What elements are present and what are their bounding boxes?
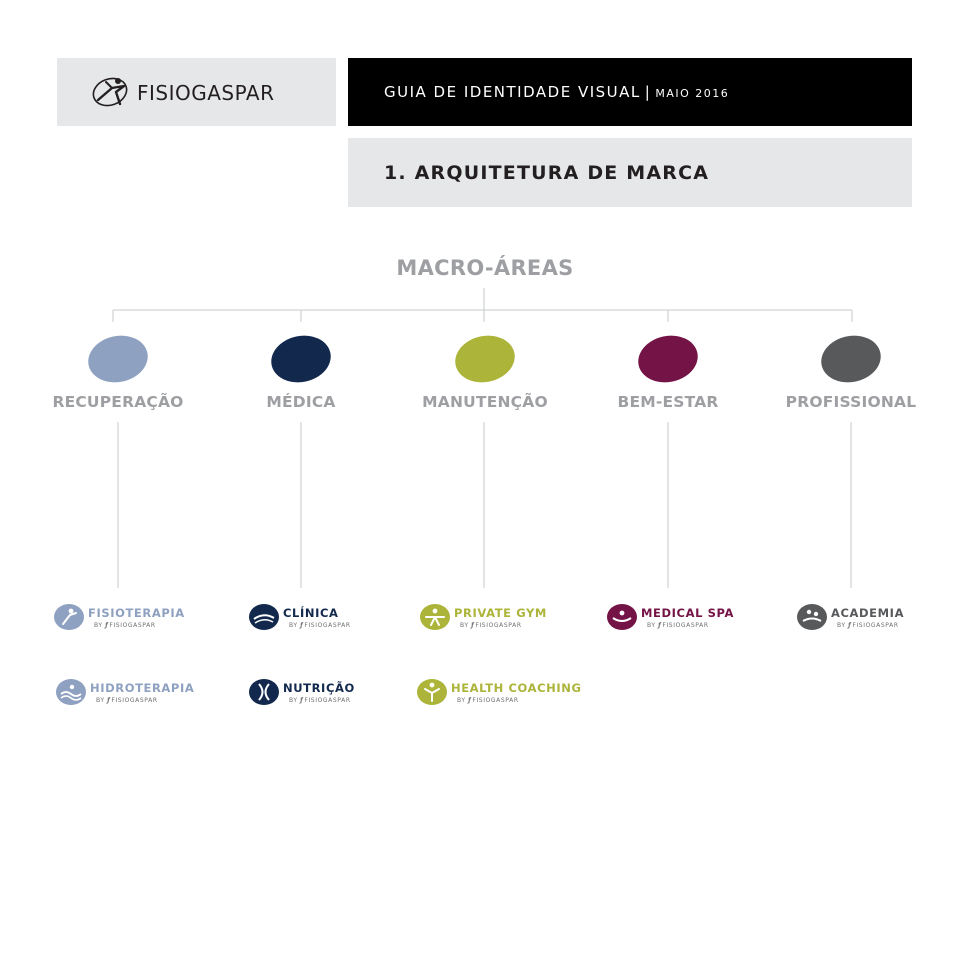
coaching-icon bbox=[417, 679, 447, 705]
byline-by: BY bbox=[647, 622, 656, 629]
sub-brand-logo bbox=[249, 604, 439, 634]
section-title: 1. ARQUITETURA DE MARCA bbox=[384, 162, 710, 184]
area-ellipse-0 bbox=[84, 330, 152, 387]
sub-brand-byline bbox=[837, 622, 899, 629]
sub-brand-byline bbox=[460, 622, 522, 629]
sub-brand-logo bbox=[54, 604, 244, 634]
byline-brand: FISIOGASPAR bbox=[304, 622, 351, 629]
sub-brand-logo bbox=[420, 604, 610, 634]
sub-brand-name: ACADEMIA bbox=[831, 606, 905, 620]
area-ellipse-2 bbox=[451, 330, 519, 387]
spa-icon bbox=[607, 604, 637, 630]
sub-brand-name: CLÍNICA bbox=[283, 606, 339, 620]
byline-brand: FISIOGASPAR bbox=[662, 622, 709, 629]
byline-by: BY bbox=[457, 697, 466, 704]
byline-brand: FISIOGASPAR bbox=[852, 622, 899, 629]
hydro-icon bbox=[56, 679, 86, 705]
area-ellipse-3 bbox=[634, 330, 702, 387]
area-label: MÉDICA bbox=[266, 393, 336, 411]
sub-brand-logo bbox=[607, 604, 797, 634]
sub-brand-name: HEALTH COACHING bbox=[451, 681, 582, 695]
guide-title: GUIA DE IDENTIDADE VISUAL bbox=[384, 83, 641, 101]
byline-by: BY bbox=[94, 622, 103, 629]
fisiogaspar-mini-icon: ƒ bbox=[848, 622, 852, 629]
sub-brand-logo bbox=[56, 679, 246, 709]
area-label: BEM-ESTAR bbox=[617, 393, 719, 411]
sub-brand-byline bbox=[289, 697, 351, 704]
guide-date: MAIO 2016 bbox=[655, 87, 730, 100]
title-separator: | bbox=[644, 83, 652, 101]
sub-brand-logo bbox=[417, 679, 607, 709]
macro-areas-title: MACRO-ÁREAS bbox=[396, 256, 574, 280]
fisiogaspar-mini-icon: ƒ bbox=[468, 697, 472, 704]
sub-brand-name: HIDROTERAPIA bbox=[90, 681, 195, 695]
byline-brand: FISIOGASPAR bbox=[111, 697, 158, 704]
clinic-icon bbox=[249, 604, 279, 630]
sub-brand-name: FISIOTERAPIA bbox=[88, 606, 185, 620]
physio-icon bbox=[54, 604, 84, 630]
sub-brand-name: PRIVATE GYM bbox=[454, 606, 547, 620]
sub-brand-byline bbox=[647, 622, 709, 629]
brand-name: FISIOGASPAR bbox=[137, 81, 275, 105]
area-label: RECUPERAÇÃO bbox=[52, 393, 184, 411]
byline-by: BY bbox=[289, 697, 298, 704]
byline-brand: FISIOGASPAR bbox=[472, 697, 519, 704]
academy-icon bbox=[797, 604, 827, 630]
fisiogaspar-mini-icon: ƒ bbox=[471, 622, 475, 629]
sub-brand-byline bbox=[289, 622, 351, 629]
area-ellipse-1 bbox=[267, 330, 335, 387]
nutrition-icon bbox=[249, 679, 279, 705]
byline-by: BY bbox=[837, 622, 846, 629]
byline-by: BY bbox=[96, 697, 105, 704]
fisiogaspar-mini-icon: ƒ bbox=[300, 697, 304, 704]
byline-brand: FISIOGASPAR bbox=[304, 697, 351, 704]
gym-icon bbox=[420, 604, 450, 630]
byline-by: BY bbox=[289, 622, 298, 629]
area-ellipse-4 bbox=[817, 330, 885, 387]
byline-brand: FISIOGASPAR bbox=[109, 622, 156, 629]
sub-brand-logo bbox=[797, 604, 970, 634]
fisiogaspar-mini-icon: ƒ bbox=[658, 622, 662, 629]
sub-brand-logo bbox=[249, 679, 439, 709]
sub-brand-byline bbox=[96, 697, 158, 704]
sub-brand-byline bbox=[94, 622, 156, 629]
sub-brand-name: MEDICAL SPA bbox=[641, 606, 734, 620]
byline-by: BY bbox=[460, 622, 469, 629]
fisiogaspar-mini-icon: ƒ bbox=[107, 697, 111, 704]
fisiogaspar-mini-icon: ƒ bbox=[300, 622, 304, 629]
area-label: PROFISSIONAL bbox=[785, 393, 917, 411]
fisiogaspar-mini-icon: ƒ bbox=[105, 622, 109, 629]
sub-brand-name: NUTRIÇÃO bbox=[283, 681, 355, 695]
byline-brand: FISIOGASPAR bbox=[475, 622, 522, 629]
area-label: MANUTENÇÃO bbox=[422, 393, 548, 411]
sub-brand-byline bbox=[457, 697, 519, 704]
